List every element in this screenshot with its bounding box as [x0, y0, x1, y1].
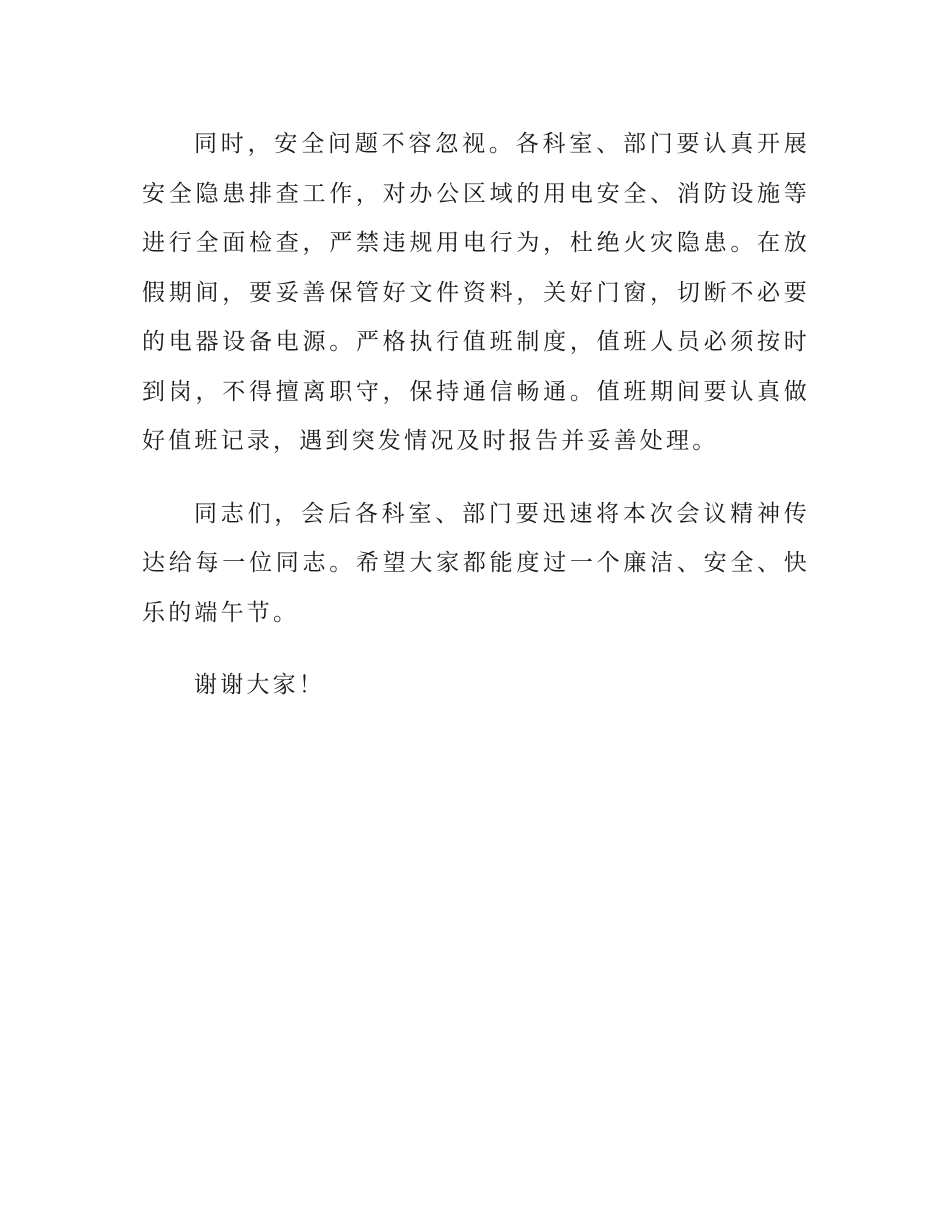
paragraph-safety: 同时，安全问题不容忽视。各科室、部门要认真开展安全隐患排查工作，对办公区域的用电安全、消防设施等进行全面检查，严禁违规用电行为，杜绝火灾隐患。在放假期间，要妥善保管好文件资料，关好门窗，切断不必要的电器设备电源。严格执行值班制度，值班人员必须按时到岗，不得擅离职守，保持通信畅通。值班期间要认真做好值班记录，遇到突发情况及时报告并妥善处理。	[142, 131, 810, 454]
document-body	[142, 120, 810, 734]
paragraph-thanks: 谢谢大家！	[194, 672, 325, 698]
paragraph-conclusion: 同志们，会后各科室、部门要迅速将本次会议精神传达给每一位同志。希望大家都能度过一个廉洁、安全、快乐的端午节。	[142, 500, 810, 626]
